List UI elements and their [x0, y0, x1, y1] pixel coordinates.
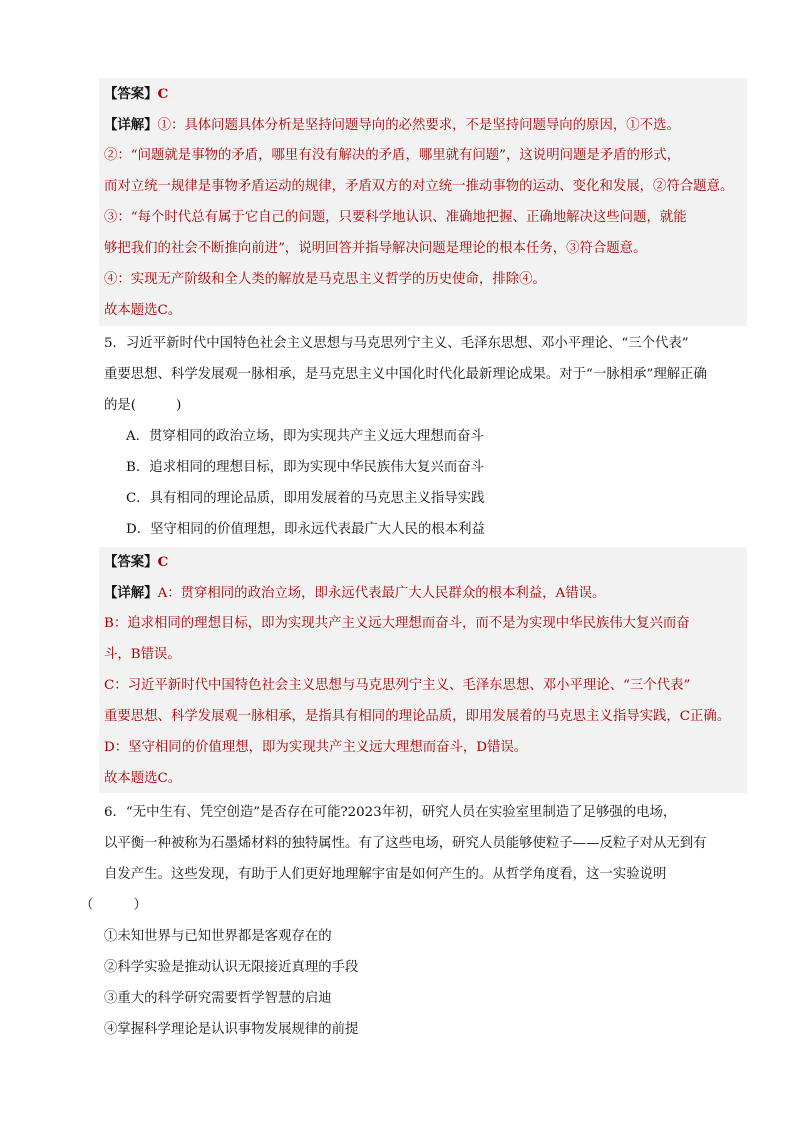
question-6-stem-2: 以平衡一种被称为石墨烯材料的独特属性。有了这些电场，研究人员能够使粒子——反粒子对从无到有: [104, 836, 707, 851]
question-5-option-b: B．追求相同的理想目标，即为实现中华民族伟大复兴而奋斗: [126, 460, 484, 475]
question-5-option-a: A．贯穿相同的政治立场，即为实现共产主义远大理想而奋斗: [126, 429, 484, 444]
detail-2-line-2: B：追求相同的理想目标，即为实现共产主义远大理想而奋斗，而不是为实现中华民族伟大复兴而奋: [104, 616, 690, 631]
detail-1-line-6: ④：实现无产阶级和全人类的解放是马克思主义哲学的历史使命，排除④。: [104, 272, 546, 287]
detail-1-line-2: ②：“问题就是事物的矛盾，哪里有没有解决的矛盾，哪里就有问题”，这说明问题是矛盾的形式，: [104, 148, 681, 163]
answer-label: 【答案】: [104, 86, 158, 102]
question-5-stem-2: 重要思想、科学发展观一脉相承，是马克思主义中国化时代化最新理论成果。对于“一脉相承”理解正确: [104, 367, 707, 382]
detail-2-line-3: 斗，B错误。: [104, 647, 181, 662]
question-5-stem-3: 的是( ): [104, 398, 182, 413]
question-6-item-4: ④掌握科学理论是认识事物发展规律的前提: [104, 1022, 359, 1037]
answer-1: [104, 84, 168, 104]
question-6-stem-4: （ ）: [80, 898, 147, 913]
question-6-item-1: ①未知世界与已知世界都是客观存在的: [104, 929, 332, 944]
detail-1-line-5: 够把我们的社会不断推向前进”，说明回答并指导解决问题是理论的根本任务，③符合题意。: [104, 241, 647, 256]
conclusion-2: 故本题选C。: [104, 771, 182, 786]
question-6-stem-1: 6．“无中生有、凭空创造”是否存在可能?2023年初，研究人员在实验室里制造了足够强的电场，: [104, 805, 677, 820]
answer-value: C: [157, 86, 169, 102]
detail-2-line-6: D：坚守相同的价值理想，即为实现共产主义远大理想而奋斗，D错误。: [104, 740, 528, 755]
answer-2: [104, 552, 168, 572]
question-6-item-2: ②科学实验是推动认识无限接近真理的手段: [104, 960, 359, 975]
answer-value: C: [157, 554, 169, 570]
detail-1-line-4: ③：“每个时代总有属于它自己的问题，只要科学地认识、准确地把握、正确地解决这些问题，就能: [104, 210, 687, 225]
detail-1-line-1: [104, 115, 680, 136]
question-5-option-c: C．具有相同的理论品质，即用发展着的马克思主义指导实践: [126, 491, 485, 506]
detail-2-line-4: C：习近平新时代中国特色社会主义思想与马克思列宁主义、毛泽东思想、邓小平理论、“三个代表”: [104, 678, 691, 693]
answer-label: 【答案】: [104, 554, 158, 570]
detail-label: 【详解】: [104, 117, 158, 133]
detail-1-line-3: 而对立统一规律是事物矛盾运动的规律，矛盾双方的对立统一推动事物的运动、变化和发展，②符合题意。: [104, 179, 734, 194]
detail-label: 【详解】: [104, 585, 158, 601]
detail-2-line-5: 重要思想、科学发展观一脉相承，是指具有相同的理论品质，即用发展着的马克思主义指导实践，C正确。: [104, 709, 731, 724]
question-5-option-d: D．坚守相同的价值理想，即永远代表最广大人民的根本利益: [126, 522, 485, 537]
question-5-stem-1: 5．习近平新时代中国特色社会主义思想与马克思列宁主义、毛泽东思想、邓小平理论、“三个代表”: [104, 336, 689, 351]
question-6-item-3: ③重大的科学研究需要哲学智慧的启迪: [104, 991, 332, 1006]
detail-text: ①：具体问题具体分析是坚持问题导向的必然要求，不是坚持问题导向的原因，①不选。: [157, 118, 680, 133]
detail-2-line-1: [104, 583, 605, 604]
conclusion-1: 故本题选C。: [104, 303, 182, 318]
question-6-stem-3: 自发产生。这些发现，有助于人们更好地理解宇宙是如何产生的。从哲学角度看，这一实验说明: [104, 867, 667, 882]
detail-text: A：贯穿相同的政治立场，即永远代表最广大人民群众的根本利益，A错误。: [157, 586, 606, 601]
